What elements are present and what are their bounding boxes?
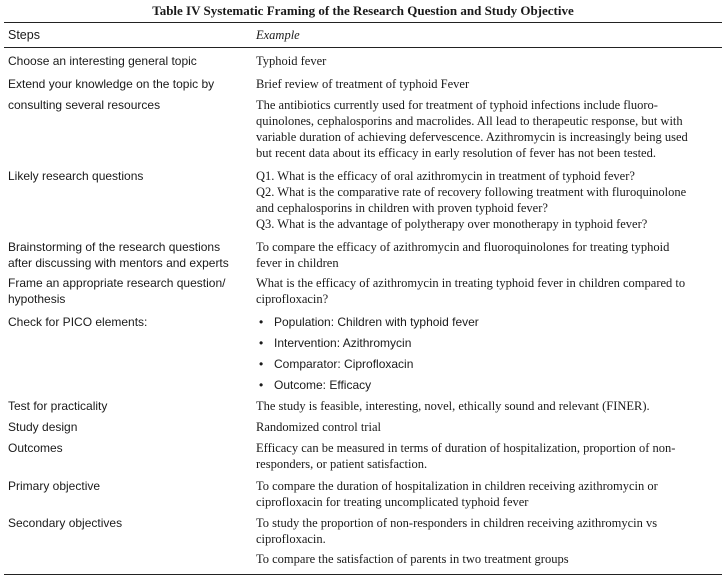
step-line: Outcomes — [8, 441, 63, 455]
step-line: consulting several resources — [8, 98, 161, 112]
example-line: To compare the satisfaction of parents in two treatment groups — [256, 552, 569, 566]
example-cell — [256, 168, 722, 232]
example-cell — [256, 515, 722, 567]
example-line: To study the proportion of non-responders in children receiving azithromycin vs — [256, 516, 658, 530]
example-line: and cephalosporins in children with proven typhoid fever? — [256, 201, 548, 215]
example-cell — [256, 398, 722, 414]
step-cell — [8, 440, 248, 456]
step-cell — [8, 478, 248, 494]
example-line: but recent data about its efficacy in early resolution of fever has not been tested. — [256, 146, 656, 160]
bullet-dot: • — [259, 336, 264, 350]
step-cell — [8, 275, 248, 307]
example-cell — [256, 440, 722, 472]
step-cell — [8, 314, 248, 330]
step-line: Test for practicality — [8, 399, 108, 413]
example-line: variable duration of achieving defervescence. Azithromycin is increasingly being used — [256, 130, 688, 144]
example-line: The study is feasible, interesting, novel, ethically sound and relevant (FINER). — [256, 399, 650, 413]
step-cell — [8, 515, 248, 531]
step-line: Study design — [8, 420, 78, 434]
step-cell — [8, 419, 248, 435]
step-line: Brainstorming of the research questions — [8, 240, 221, 254]
example-line: quinolones, cephalosporins and macrolides. All lead to therapeutic response, but with — [256, 114, 683, 128]
example-line: What is the efficacy of azithromycin in treating typhoid fever in children compared to — [256, 276, 686, 290]
step-cell — [8, 239, 248, 271]
example-line: Randomized control trial — [256, 420, 381, 434]
step-cell — [8, 398, 248, 414]
bullet-text: Intervention: Azithromycin — [274, 336, 412, 350]
step-line: Likely research questions — [8, 169, 144, 183]
step-cell — [8, 168, 248, 184]
bullet-text: Comparator: Ciprofloxacin — [274, 357, 414, 371]
example-cell — [256, 97, 722, 161]
header-rule — [4, 47, 722, 48]
example-line: fever in children — [256, 256, 339, 270]
example-cell — [256, 76, 722, 92]
example-cell — [256, 419, 722, 435]
step-line: hypothesis — [8, 292, 66, 306]
step-line: Primary objective — [8, 479, 101, 493]
example-line: responders, or patient satisfaction. — [256, 457, 428, 471]
example-cell — [256, 275, 722, 307]
example-line: Efficacy can be measured in terms of duration of hospitalization, proportion of non- — [256, 441, 676, 455]
bullet-dot: • — [259, 378, 264, 392]
example-line: Q3. What is the advantage of polytherapy over monotherapy in typhoid fever? — [256, 217, 648, 231]
example-line: Typhoid fever — [256, 54, 327, 68]
step-cell — [8, 53, 248, 69]
example-line: The antibiotics currently used for treatment of typhoid infections include fluoro- — [256, 98, 658, 112]
header-example: Example — [256, 28, 300, 42]
table-caption: Table IV Systematic Framing of the Research Question and Study Objective — [152, 3, 574, 18]
bottom-rule — [4, 574, 722, 575]
bullet-text: Outcome: Efficacy — [274, 378, 372, 392]
example-cell — [256, 239, 722, 271]
example-line: To compare the efficacy of azithromycin and fluoroquinolones for treating typhoid — [256, 240, 670, 254]
step-line: Secondary objectives — [8, 516, 123, 530]
header-steps: Steps — [8, 28, 40, 42]
step-cell — [8, 76, 248, 92]
bullet-dot: • — [259, 357, 264, 371]
example-line: Q2. What is the comparative rate of recovery following treatment with fluroquinolone — [256, 185, 687, 199]
example-line: ciprofloxacin? — [256, 292, 329, 306]
example-line: ciprofloxacin. — [256, 532, 326, 546]
step-line: Frame an appropriate research question/ — [8, 276, 226, 290]
example-cell — [256, 478, 722, 510]
step-line: after discussing with mentors and experts — [8, 256, 229, 270]
example-line: To compare the duration of hospitalization in children receiving azithromycin or — [256, 479, 658, 493]
bullet-text: Population: Children with typhoid fever — [274, 315, 479, 329]
bullet-dot: • — [259, 315, 264, 329]
step-line: Extend your knowledge on the topic by — [8, 77, 215, 91]
example-line: Brief review of treatment of typhoid Fever — [256, 77, 470, 91]
example-line: ciprofloxacin for treating uncomplicated typhoid fever — [256, 495, 529, 509]
step-line: Choose an interesting general topic — [8, 54, 197, 68]
example-line: Q1. What is the efficacy of oral azithromycin in treatment of typhoid fever? — [256, 169, 635, 183]
step-line: Check for PICO elements: — [8, 315, 148, 329]
step-cell — [8, 97, 248, 113]
top-rule — [4, 22, 722, 23]
example-cell — [256, 53, 722, 69]
